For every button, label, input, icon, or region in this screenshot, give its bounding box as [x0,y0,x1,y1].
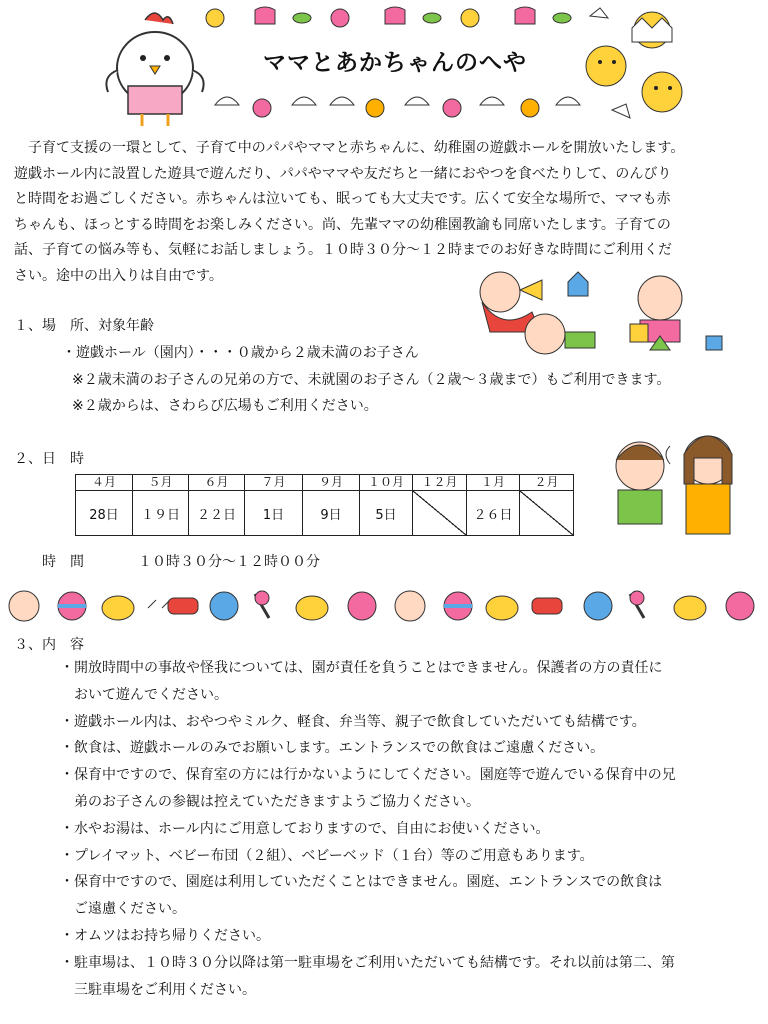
header-banner [0,0,768,132]
chicken-mascot-icon [106,13,203,126]
intro-line: 子育て支援の一環として、子育て中のパパやママと赤ちゃんに、幼稚園の遊戯ホールを開放いたします。 [14,140,685,156]
toy-border-divider [0,584,768,628]
section1-heading: １、場 所、対象年齢 [14,318,154,334]
flower-row-bottom-icon [215,97,580,117]
list-item: ・プレイマット、ベビー布団（２組）、ベビーベッド（１台）等のご用意もあります。 [60,847,594,864]
month-cell: １２月 [413,475,467,491]
section1-note: ※２歳からは、さわらび広場もご利用ください。 [72,398,378,414]
time-value: １０時３０分～１２時００分 [138,554,320,570]
day-cell: 28日 [76,491,133,536]
list-item: ・保育中ですので、園庭は利用していただくことはできません。園庭、エントランスでの飲食は ご遠慮ください。 [60,874,663,918]
list-item: ・開放時間中の事故や怪我については、園が責任を負うことはできません。保護者の方の責任に おいて遊んでください。 [60,660,663,703]
page-title: ママとあかちゃんのへや [263,50,527,76]
section3-heading: ３、内 容 [14,637,84,653]
toy-border-icon [9,591,754,621]
day-cell: 1日 [245,491,303,536]
time-label: 時 間 [42,554,84,570]
day-cell-empty [413,491,467,536]
month-cell: ７月 [245,475,303,491]
day-cell: 5日 [360,491,413,536]
list-item: ・保育中ですので、保育室の方には行かないようにしてください。園庭等で遊んでいる保育中の兄 弟のお子さんの参観は控えていただきますようご協力ください。 [60,767,676,810]
month-cell: ５月 [133,475,189,491]
kids-playing-illustration-icon [470,262,740,362]
month-cell: ６月 [189,475,245,491]
month-cell: １０月 [360,475,413,491]
month-cell: ９月 [303,475,360,491]
rules-list [60,655,676,1003]
schedule-months-row [76,475,574,491]
intro-line: さい。途中の出入りは自由です。 [14,267,223,284]
flower-row-top-icon [206,7,571,27]
chicks-icon [586,8,682,118]
intro-line: ちゃんも、ほっとする時間をお楽しみください。尚、先輩ママの幼稚園教諭も同席いたします。子育ての [14,216,671,233]
month-cell: ２月 [520,475,574,491]
day-cell-empty [520,491,574,536]
list-item: ・遊戯ホール内は、おやつやミルク、軽食、弁当等、親子で飲食していただいても結構です。 [60,713,646,730]
day-cell: 9日 [303,491,360,536]
section1-venue: ・遊戯ホール（園内）・・・０歳から２歳未満のお子さん [62,345,419,361]
schedule-table [75,474,574,536]
intro-line: 遊戯ホール内に設置した遊具で遊んだり、パパやママや友だちと一緒におやつを食べたりして、のんびり [14,165,672,182]
mother-child-illustration-icon [600,424,750,548]
section2-heading: ２、日 時 [14,451,84,467]
day-cell: １９日 [133,491,189,536]
day-cell: ２６日 [467,491,520,536]
list-item: ・オムツはお持ち帰りください。 [60,927,270,944]
list-item: ・駐車場は、１０時３０分以降は第一駐車場をご利用いただいても結構です。それ以前は第二、第 三駐車場をご利用ください。 [60,954,675,998]
day-cell: ２２日 [189,491,245,536]
month-cell: ４月 [76,475,133,491]
intro-line: と時間をお過ごしください。赤ちゃんは泣いても、眠っても大丈夫です。広くて安全な場所で、ママも赤 [14,191,671,208]
list-item: ・水やお湯は、ホール内にご用意しておりますので、自由にお使いください。 [60,820,550,837]
intro-line: 話、子育ての悩み等も、気軽にお話しましょう。１０時３０分～１２時までのお好きな時間にご利用くだ [14,242,672,259]
schedule-days-row [76,491,574,536]
section1-note: ※２歳未満のお子さんの兄弟の方で、未就園のお子さん（２歳～３歳まで）もご利用できます。 [72,372,671,388]
list-item: ・飲食は、遊戯ホールのみでお願いします。エントランスでの飲食はご遠慮ください。 [60,740,605,757]
month-cell: １月 [467,475,520,491]
